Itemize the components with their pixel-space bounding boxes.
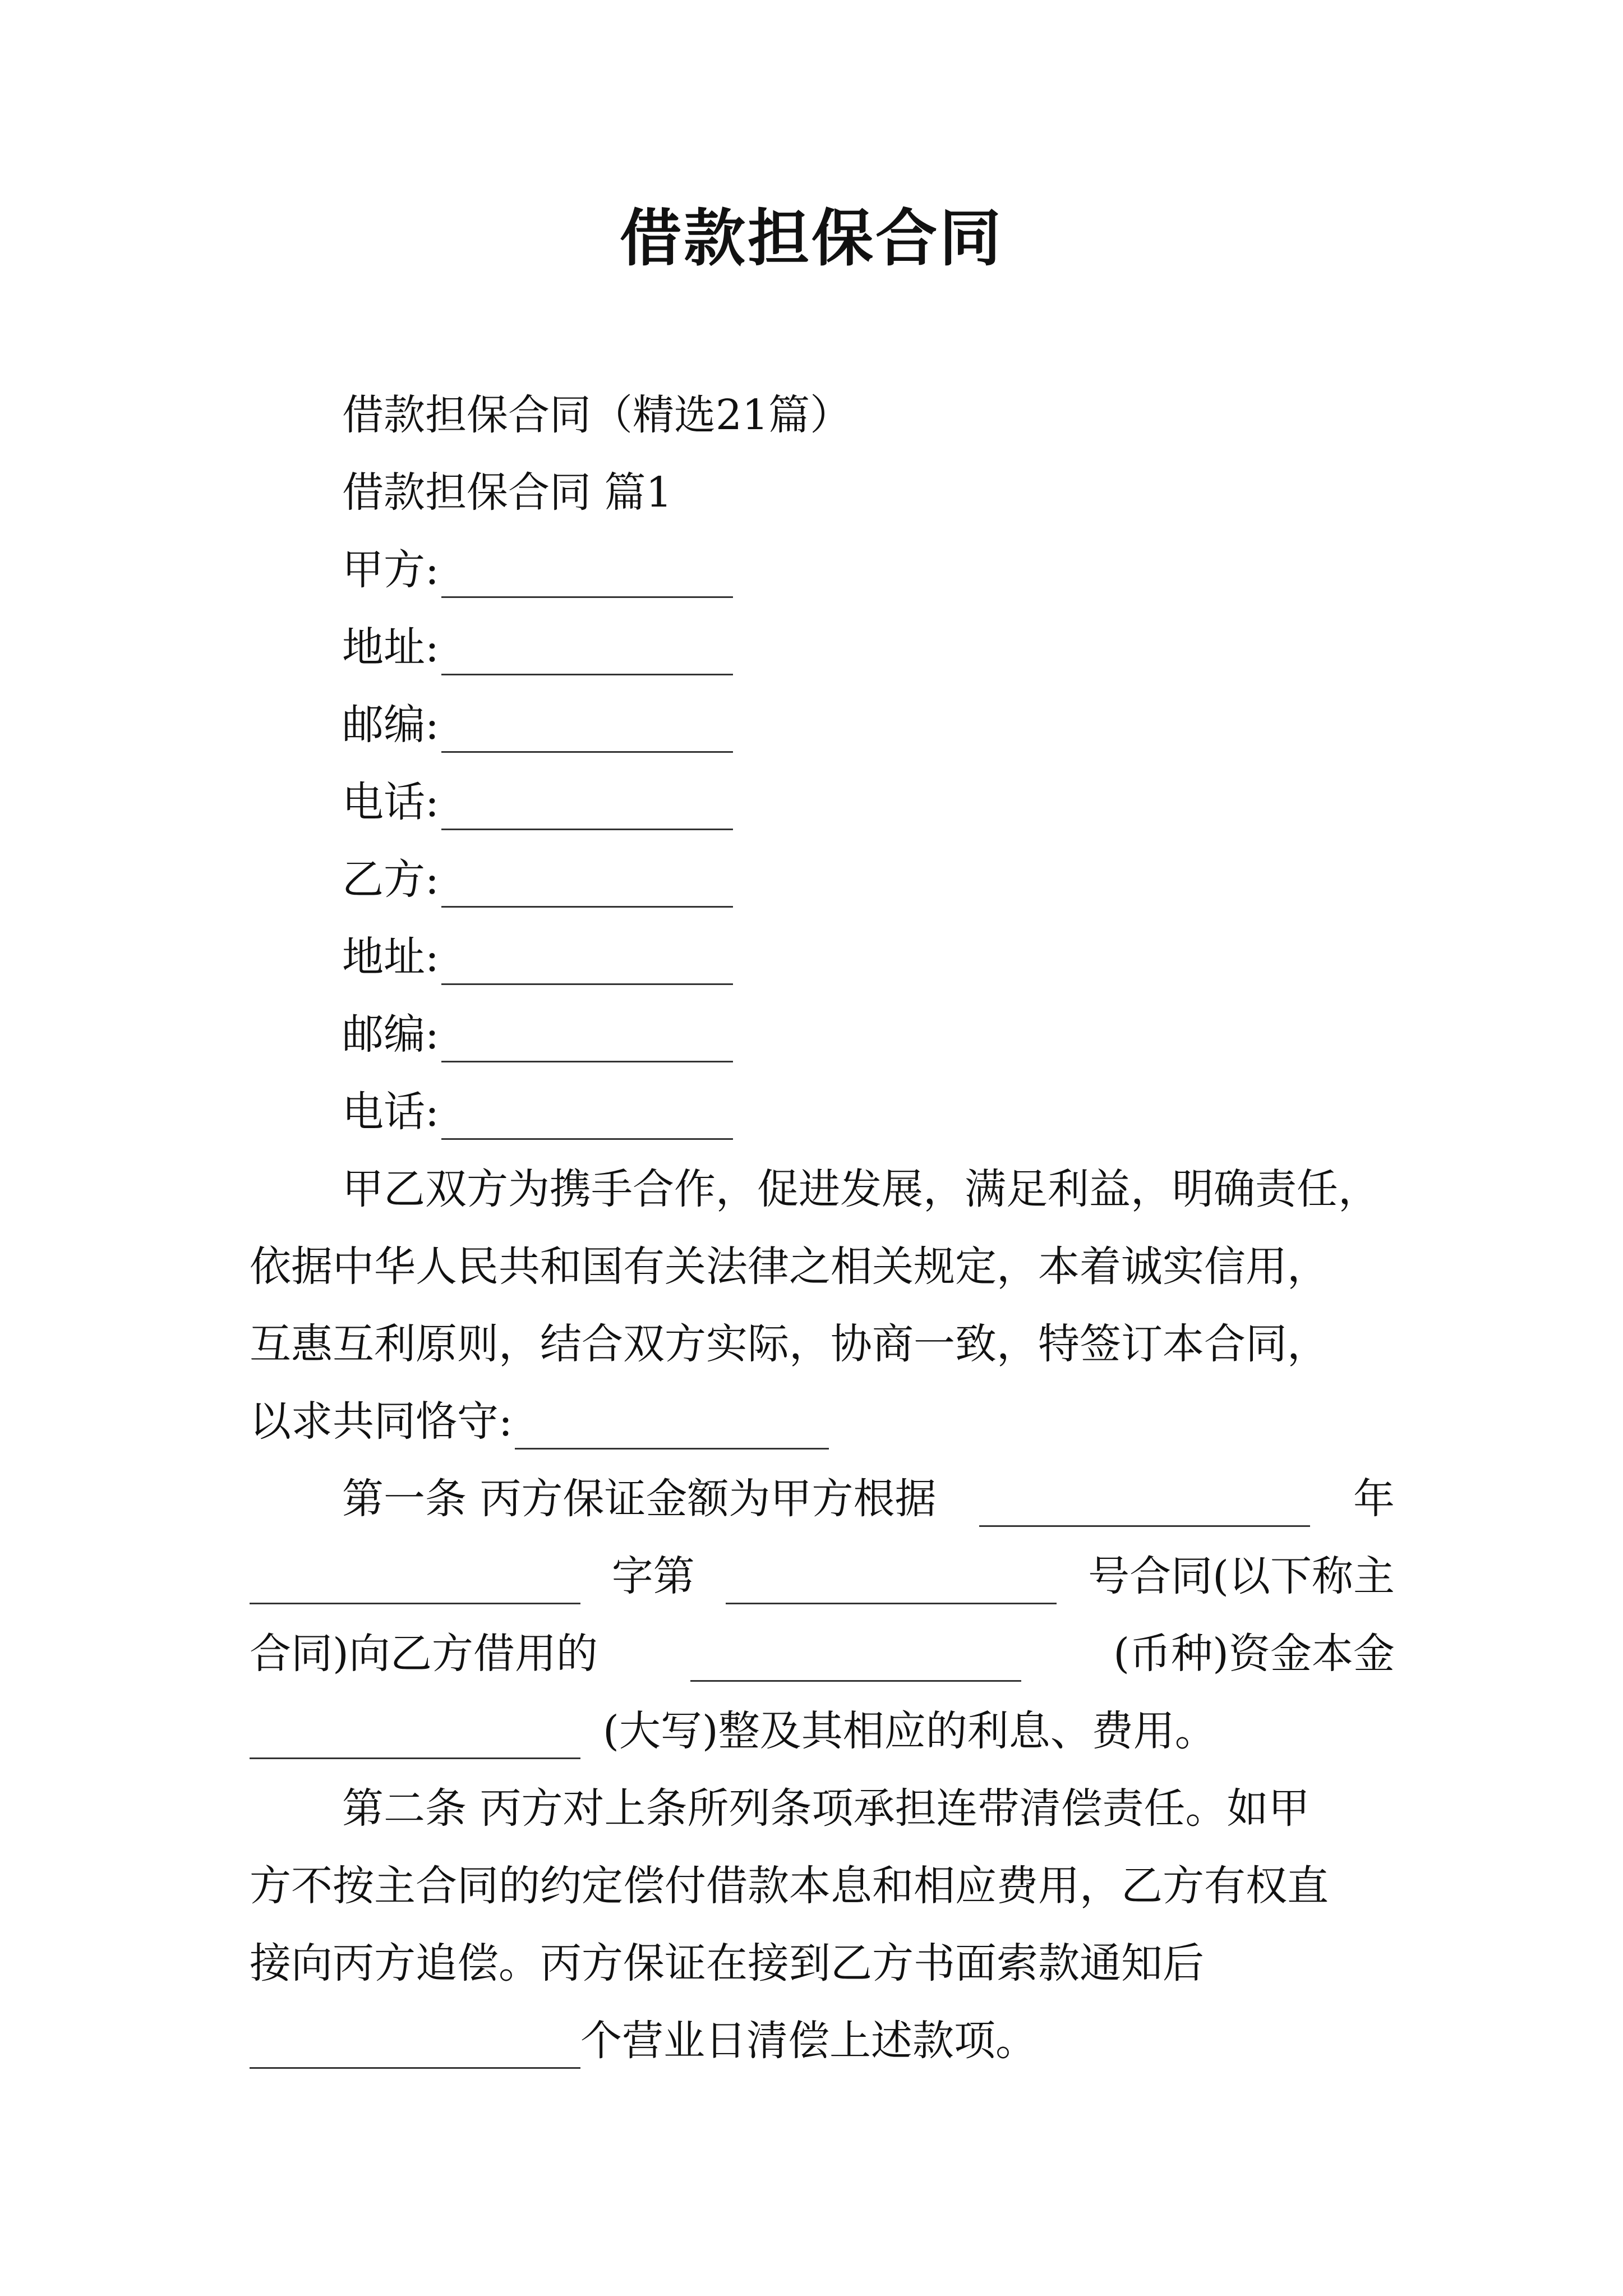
party-b-address-blank: [441, 944, 733, 985]
article-1-line-2: [250, 1548, 1395, 1604]
article-1-text-d: 号合同(以下称主: [1088, 1552, 1395, 1600]
party-b-postcode-blank: [441, 1022, 733, 1062]
section-heading: 借款担保合同 篇1: [342, 468, 672, 517]
article-1-currency-blank: [690, 1641, 1021, 1682]
party-a-name-blank: [441, 557, 733, 598]
article-1-line-4: [250, 1703, 1395, 1759]
party-b-name-label: 乙方:: [342, 855, 439, 904]
article-2-line-3: 接向丙方追偿。丙方保证在接到乙方书面索款通知后: [250, 1939, 1204, 1987]
party-b-phone-field: [342, 1084, 733, 1140]
preamble-line-2: 依据中华人民共和国有关法律之相关规定，本着诚实信用，: [250, 1243, 1329, 1291]
article-2-text-end: 个营业日清偿上述款项。: [580, 2017, 1037, 2065]
party-a-postcode-label: 邮编:: [342, 701, 439, 749]
article-1-text-c: 字第: [611, 1552, 695, 1600]
party-a-phone-blank: [441, 789, 733, 830]
article-1-text-g: (大写)整及其相应的利息、费用。: [603, 1707, 1216, 1755]
article-1-line-1: [342, 1471, 1395, 1527]
party-b-phone-blank: [441, 1099, 733, 1140]
document-subtitle: 借款担保合同（精选21篇）: [342, 391, 852, 439]
party-a-name-label: 甲方:: [342, 546, 439, 594]
preamble-blank: [515, 1409, 829, 1450]
preamble-line-1: 甲乙双方为携手合作，促进发展，满足利益，明确责任，: [342, 1165, 1380, 1213]
party-a-postcode-blank: [441, 712, 733, 753]
article-2-line-2: 方不按主合同的约定偿付借款本息和相应费用，乙方有权直: [250, 1862, 1329, 1910]
party-a-postcode-field: [342, 697, 733, 753]
party-b-address-field: [342, 929, 733, 985]
party-a-name-field: [342, 542, 733, 598]
article-1-loan-year-blank: [979, 1486, 1310, 1527]
article-1-contract-number-blank: [726, 1563, 1057, 1604]
article-1-text-a: 第一条 丙方保证金额为甲方根据: [342, 1475, 937, 1523]
preamble-line-4: [250, 1393, 1395, 1450]
article-2-line-1: 第二条 丙方对上条所列条项承担连带清偿责任。如甲: [342, 1784, 1310, 1833]
preamble-line-4-text: 以求共同恪守:: [250, 1397, 513, 1446]
document-title: 借款担保合同: [620, 202, 1003, 274]
party-b-phone-label: 电话:: [342, 1088, 439, 1136]
party-a-address-field: [342, 619, 733, 675]
party-b-name-field: [342, 852, 733, 908]
article-1-text-f: (币种)资金本金: [1113, 1630, 1395, 1678]
article-2-line-4: [250, 2013, 1395, 2069]
party-a-address-blank: [441, 634, 733, 675]
article-1-amount-blank: [250, 1718, 580, 1759]
party-b-postcode-field: [342, 1006, 733, 1062]
article-1-text-b: 年: [1353, 1475, 1395, 1523]
party-a-phone-label: 电话:: [342, 778, 439, 826]
article-2-days-blank: [250, 2028, 580, 2069]
party-b-postcode-label: 邮编:: [342, 1010, 439, 1059]
party-a-address-label: 地址:: [342, 623, 439, 671]
party-b-address-label: 地址:: [342, 933, 439, 981]
article-1-line-3: [250, 1626, 1395, 1682]
article-1-contract-prefix-blank: [250, 1563, 580, 1604]
preamble-line-3: 互惠互利原则，结合双方实际，协商一致，特签订本合同，: [250, 1320, 1329, 1368]
party-a-phone-field: [342, 774, 733, 830]
article-1-text-e: 合同)向乙方借用的: [250, 1630, 598, 1678]
party-b-name-blank: [441, 867, 733, 908]
